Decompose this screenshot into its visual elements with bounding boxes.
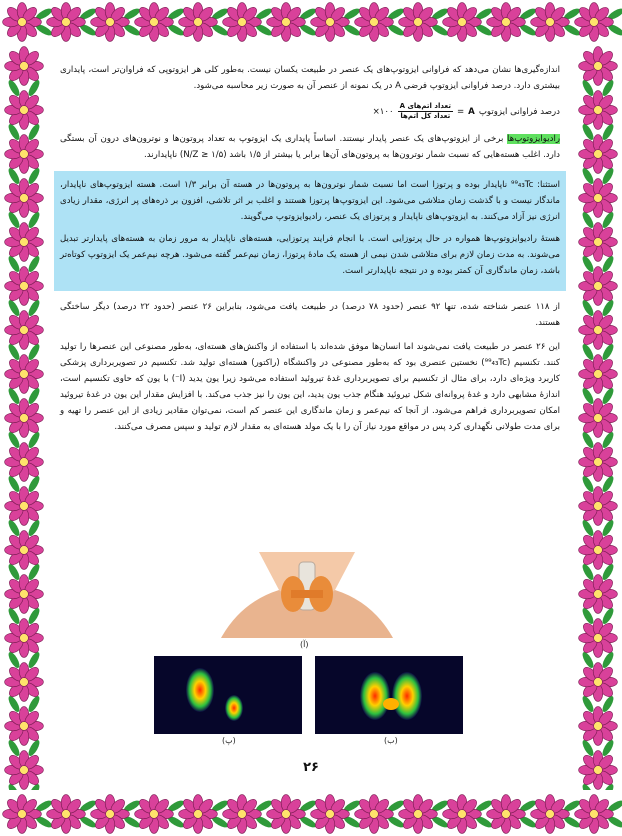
border-leaf [600,78,615,97]
border-flower [355,3,394,42]
border-flower [3,3,42,42]
border-leaf [6,386,21,405]
border-leaf [6,78,21,97]
border-leaf [26,386,41,405]
caption-b: (ب) [384,736,398,745]
formula-prefix: درصد فراوانی ایزوتوپ [478,106,560,117]
border-leaf [6,738,21,757]
border-flower [575,795,614,834]
border-flower [579,267,618,306]
border-leaf [26,738,41,757]
paragraph-element-count: از ۱۱۸ عنصر شناخته شده، تنها ۹۲ عنصر (حدود ۷۸ درصد) در طبیعت یافت می‌شود، بنابراین ۲۶ عنصر (حدود ۲۲ درصد) دیگر ساختگی هستند. [60,302,560,328]
border-leaf [600,298,615,317]
border-flower [5,311,44,350]
border-leaf [600,474,615,493]
formula-equals: = [456,106,465,117]
border-flower [579,47,618,86]
border-flower [579,135,618,174]
paragraph-radioisotopes-text: برخی از ایزوتوپ‌های یک عنصر پایدار نیستند. اساساً پایداری یک ایزوتوپ به تعداد پروتون‌ها و نوترون‌های درون آن بستگی دارد. اغلب هسته‌هایی که نسبت شمار نوترون‌ها به پروتون‌های آن‌ها برابر یا بیشتر از ۱/۵ باشد (N/Z ≥ ۱/۵) ناپایدارند. [60,134,560,160]
border-flower [579,223,618,262]
page-number: ۲۶ [303,760,319,775]
border-flower [579,179,618,218]
paragraph-abundance: اندازه‌گیری‌ها نشان می‌دهد که فراوانی ایزوتوپ‌های یک عنصر در طبیعت یکسان نیست. به‌طور کلی هر ایزوتوپی که فراوان‌تر است، پایداری بیشتری دارد. درصد فراوانی ایزوتوپ فرضی A در یک نمونه از عنصر آن به صورت زیر محاسبه می‌شود. [60,65,560,91]
border-flower [267,795,306,834]
paragraph-radioisotopes [60,131,560,163]
border-leaf [6,298,21,317]
paragraph-half-life: هستهٔ رادیوایزوتوپ‌ها همواره در حال پرتوزایی است. با انجام فرایند پرتوزایی، هسته‌های ناپایدار به مرور زمان به هسته‌های پایدارتر تبدیل می‌شوند. به مدت زمان لازم برای متلاشی شدن نیمی از هسته یک مادهٔ پرتوزا، زمان نیم‌عمر گفته می‌شود. هرچه نیم‌عمر یک ایزوتوپ کوتاه‌تر باشد، زمان ماندگاری آن کمتر بوده و در نتیجه ناپایدارتر است. [60,234,560,276]
border-leaf [6,474,21,493]
border-flower [5,223,44,262]
border-leaf [26,474,41,493]
border-flower [5,47,44,86]
scan-image-b [315,656,463,734]
border-flower [355,795,394,834]
border-flower [443,795,482,834]
border-leaf [580,430,595,449]
border-leaf [26,650,41,669]
caption-a: (آ) [300,640,309,649]
border-flower [135,795,174,834]
border-leaf [26,78,41,97]
border-leaf [6,694,21,713]
border-leaf [580,78,595,97]
thyroid-neck-illustration [221,552,393,638]
border-leaf [26,210,41,229]
border-leaf [600,342,615,361]
border-leaf [26,298,41,317]
border-leaf [600,122,615,141]
border-flower [5,355,44,394]
border-leaf [580,738,595,757]
border-flower [399,3,438,42]
paragraph-technetium: این ۲۶ عنصر در طبیعت یافت نمی‌شوند اما انسان‌ها موفق شده‌اند با استفاده از واکنش‌های هسته‌ای، به‌طور مصنوعی این عنصرها را تولید کنند. تکنسیم (⁹⁹₄₃Tc) نخستین عنصری بود که به‌طور مصنوعی در واکنشگاه (راکتور) هسته‌ای تولید شد. تکنسیم در تصویربرداری پزشکی کاربرد ویژه‌ای دارد، برای مثال از تکنسیم برای تصویربرداری غدهٔ تیروئید استفاده می‌شود زیرا یون یدید (I⁻) با یون که حاوی تکنسیم است، اندازهٔ مشابهی دارد و غدهٔ پروانه‌ای شکل تیروئید هنگام جذب یون یدید، این یون را نیز جذب می‌کند. با افزایش مقدار این یون در غدهٔ تیروئید امکان تصویربرداری فراهم می‌شود. از آنجا که نیم‌عمر و زمان ماندگاری این عنصر کم است، نمی‌توان مقادیر زیادی از این عنصر را تهیه و برای مدت طولانی نگهداری کرد پس در مواقع مورد نیاز آن را با یک مولد هسته‌ای به مقدار لازم تولید و سپس مصرف می‌کنند. [60,342,561,432]
border-flower [3,795,42,834]
border-flower [579,399,618,438]
border-flower [579,487,618,526]
border-leaf [580,342,595,361]
paragraph-exception: استثنا: ⁹⁹₄₃Tc ناپایدار بوده و پرتوزا است اما نسبت شمار نوترون‌ها به پروتون‌ها در هسته آن برابر ۱/۳ است. هسته ایزوتوپ‌های ناپایدار، ماندگار نیست و با گذشت زمان متلاشی می‌شود. این ایزوتوپ‌ها پرتوزا هستند و اغلب بر اثر تلاشی، افزون بر ذره‌های پر انرژی، مقدار زیادی انرژی نیز آزاد می‌کنند. به ایزوتوپ‌های ناپایدار و پرتوزای یک عنصر، رادیوایزوتوپ می‌گویند. [60,180,561,222]
figure-area [0,552,622,652]
border-flower [5,179,44,218]
border-leaf [600,166,615,185]
border-leaf [600,386,615,405]
border-leaf [6,518,21,537]
border-flower [575,3,614,42]
border-flower [223,795,262,834]
border-leaf [600,518,615,537]
border-leaf [600,254,615,273]
border-flower [5,487,44,526]
border-leaf [6,210,21,229]
border-leaf [600,210,615,229]
border-leaf [580,254,595,273]
border-leaf [26,254,41,273]
border-flower [579,443,618,482]
border-flower [531,795,570,834]
border-leaf [580,386,595,405]
border-flower [487,795,526,834]
scan-b-graphic [315,656,463,734]
border-flower [91,795,130,834]
abundance-formula [60,102,560,121]
decorative-border-right [574,46,622,790]
border-flower [579,707,618,746]
scan-p-graphic [154,656,302,734]
border-leaf [580,298,595,317]
border-flower [5,443,44,482]
border-leaf [580,166,595,185]
highlight-radioisotopes: رادیوایزوتوپ‌ها [507,134,560,144]
decorative-border-bottom [0,790,622,836]
border-flower [311,3,350,42]
border-leaf [580,122,595,141]
border-flower [47,795,86,834]
border-flower [5,399,44,438]
border-flower [91,3,130,42]
border-flower [579,311,618,350]
border-leaf [26,342,41,361]
border-flower [579,355,618,394]
formula-fraction [398,102,453,121]
border-flower [5,91,44,130]
scan-image-p [154,656,302,734]
border-leaf [6,430,21,449]
border-leaf [600,694,615,713]
border-flower [5,135,44,174]
border-leaf [6,342,21,361]
border-leaf [26,518,41,537]
border-flower [47,3,86,42]
border-flower [5,663,44,702]
border-leaf [580,518,595,537]
border-flower [179,3,218,42]
highlight-box [54,171,566,291]
border-leaf [26,430,41,449]
border-flower [267,3,306,42]
border-leaf [580,694,595,713]
border-flower [135,3,174,42]
formula-factor: ۱۰۰× [372,106,394,117]
border-leaf [600,738,615,757]
caption-p: (پ) [222,736,236,745]
border-leaf [6,650,21,669]
border-leaf [600,430,615,449]
border-leaf [580,650,595,669]
border-leaf [580,210,595,229]
border-flower [579,663,618,702]
border-flower [5,707,44,746]
formula-denominator: تعداد کل اتم‌ها [400,112,451,120]
decorative-border-top [0,0,622,46]
decorative-border-left [0,46,48,790]
border-leaf [26,122,41,141]
border-flower [487,3,526,42]
border-flower [531,3,570,42]
border-leaf [6,122,21,141]
border-leaf [6,254,21,273]
border-flower [179,795,218,834]
border-flower [311,795,350,834]
border-leaf [26,166,41,185]
border-leaf [600,650,615,669]
formula-numerator: تعداد اتم‌های A [399,102,451,110]
border-flower [579,91,618,130]
border-flower [5,267,44,306]
border-flower [443,3,482,42]
page-content [60,62,560,443]
border-leaf [6,166,21,185]
border-leaf [580,474,595,493]
formula-variable: A [468,106,475,117]
border-flower [399,795,438,834]
border-flower [223,3,262,42]
border-leaf [26,694,41,713]
